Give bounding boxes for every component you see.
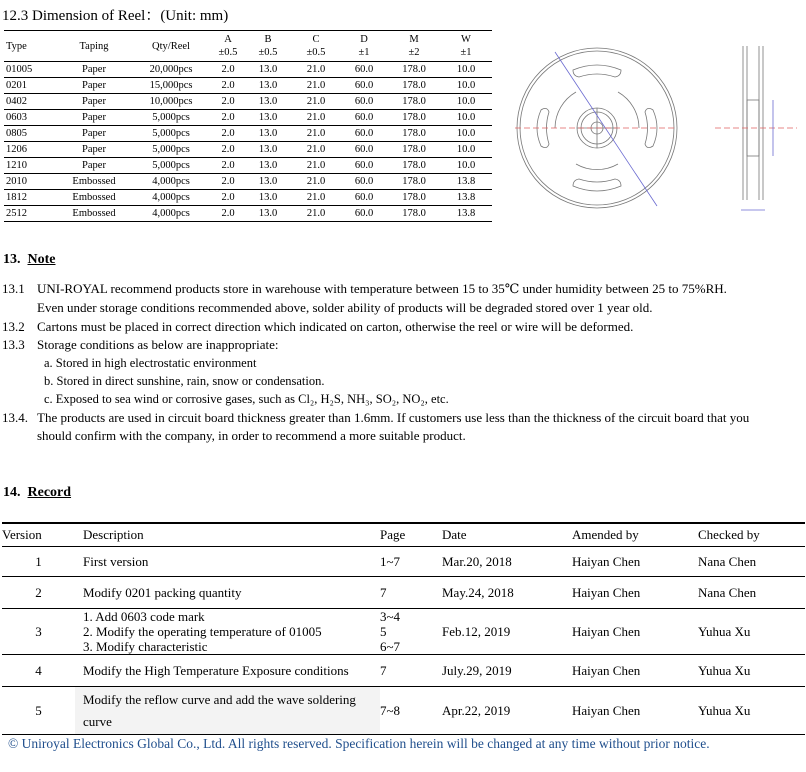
record-description-line: Modify 0201 packing quantity: [83, 585, 242, 600]
reel-cell: 13.0: [244, 78, 292, 94]
record-version: 2: [2, 577, 75, 609]
reel-col-header: [340, 31, 388, 62]
record-checked-by: Yuhua Xu: [698, 655, 805, 687]
reel-cell: 2.0: [212, 174, 244, 190]
reel-cell: 10.0: [440, 142, 492, 158]
reel-cell: 5,000pcs: [130, 158, 212, 174]
record-description: [75, 577, 380, 609]
reel-cell: 60.0: [340, 190, 388, 206]
reel-cell: 2.0: [212, 78, 244, 94]
reel-cell: 21.0: [292, 142, 340, 158]
reel-dimension-table: [4, 30, 492, 222]
reel-cell: 178.0: [388, 94, 440, 110]
record-date: Feb.12, 2019: [442, 609, 572, 655]
reel-col-header: [440, 31, 492, 62]
reel-col-header-label: Qty/Reel: [152, 40, 190, 52]
reel-cell: 5,000pcs: [130, 126, 212, 142]
reel-col-header: [388, 31, 440, 62]
reel-table-header-row: [4, 31, 492, 62]
record-description-line: Modify the High Temperature Exposure conditions: [83, 663, 349, 678]
reel-cell: 60.0: [340, 158, 388, 174]
reel-cell: Paper: [58, 158, 130, 174]
note-13-1-text2: Even under storage conditions recommended above, solder ability of products will be degraded stored over 1 year old.: [37, 300, 653, 315]
reel-cell: 178.0: [388, 78, 440, 94]
record-page: [380, 609, 442, 655]
record-page-line: 1~7: [380, 554, 401, 569]
reel-col-header-label: B: [264, 34, 272, 45]
note-13-3-label: 13.3: [2, 337, 25, 352]
reel-cell: 2.0: [212, 94, 244, 110]
reel-cell: 13.0: [244, 110, 292, 126]
record-checked-by: Nana Chen: [698, 547, 805, 577]
reel-col-header: [244, 31, 292, 62]
reel-side-view: [743, 46, 763, 200]
reel-cell: 2.0: [212, 62, 244, 78]
reel-cell: 1210: [4, 158, 58, 174]
reel-cell: 2.0: [212, 190, 244, 206]
reel-cell: 13.0: [244, 190, 292, 206]
reel-cell: 178.0: [388, 62, 440, 78]
reel-cell: Embossed: [58, 206, 130, 222]
reel-cell: 10.0: [440, 94, 492, 110]
revision-record-table: [2, 522, 805, 735]
reel-cell: 60.0: [340, 62, 388, 78]
reel-cell: 60.0: [340, 142, 388, 158]
reel-col-tolerance: ±0.5: [258, 47, 278, 58]
reel-cell: 10.0: [440, 78, 492, 94]
reel-col-tolerance: ±2: [408, 47, 420, 58]
record-description: [75, 609, 380, 655]
reel-cell: 60.0: [340, 174, 388, 190]
note-13-3-c: c. Exposed to sea wind or corrosive gases, such as Cl₂, H₂S, NH₃, SO₂, NO₂, etc.: [44, 392, 449, 406]
record-row: [2, 655, 805, 687]
reel-cell: 13.0: [244, 142, 292, 158]
record-version: 5: [2, 687, 75, 735]
record-page-line: 7: [380, 663, 387, 678]
record-amended-by: Haiyan Chen: [572, 577, 698, 609]
reel-cell: 4,000pcs: [130, 174, 212, 190]
section-12-3-title: 12.3 Dimension of Reel：(Unit: mm): [2, 8, 229, 24]
record-description: [75, 547, 380, 577]
reel-cell: Embossed: [58, 190, 130, 206]
note-13-3-b: b. Stored in direct sunshine, rain, snow or condensation.: [44, 374, 325, 388]
checked-header: Checked by: [698, 523, 805, 547]
reel-cell: 5,000pcs: [130, 142, 212, 158]
record-description-line: First version: [83, 554, 149, 569]
reel-cell: 10.0: [440, 126, 492, 142]
reel-cell: 10.0: [440, 158, 492, 174]
reel-cell: 60.0: [340, 78, 388, 94]
record-date: Mar.20, 2018: [442, 547, 572, 577]
date-header: Date: [442, 523, 572, 547]
reel-cell: Paper: [58, 62, 130, 78]
reel-cell: 178.0: [388, 110, 440, 126]
reel-col-header-label: C: [312, 34, 320, 45]
reel-cell: 13.0: [244, 94, 292, 110]
record-date: May.24, 2018: [442, 577, 572, 609]
record-checked-by: Nana Chen: [698, 577, 805, 609]
record-page-line: 7~8: [380, 703, 401, 718]
record-table-body: [2, 547, 805, 735]
amended-header: Amended by: [572, 523, 698, 547]
reel-cell: 1206: [4, 142, 58, 158]
reel-col-header: [212, 31, 244, 62]
record-page: [380, 655, 442, 687]
reel-cell: 15,000pcs: [130, 78, 212, 94]
reel-cell: 5,000pcs: [130, 110, 212, 126]
reel-cell: 2512: [4, 206, 58, 222]
record-description-line: 1. Add 0603 code mark: [83, 609, 205, 624]
reel-cell: Embossed: [58, 174, 130, 190]
reel-cell: 21.0: [292, 126, 340, 142]
reel-table-row: [4, 94, 492, 110]
reel-cell: 21.0: [292, 206, 340, 222]
note-13-4-text2: should confirm with the company, in order to recommend a more suitable product.: [37, 428, 466, 443]
reel-cell: 60.0: [340, 94, 388, 110]
reel-cell: 20,000pcs: [130, 62, 212, 78]
reel-col-header: [130, 31, 212, 62]
page-header: Page: [380, 523, 442, 547]
reel-cell: Paper: [58, 126, 130, 142]
reel-cell: Paper: [58, 142, 130, 158]
reel-cell: 10.0: [440, 62, 492, 78]
reel-cell: Paper: [58, 94, 130, 110]
record-row: [2, 609, 805, 655]
record-description-line: 3. Modify characteristic: [83, 639, 208, 654]
reel-cell: 21.0: [292, 110, 340, 126]
reel-cell: Paper: [58, 78, 130, 94]
reel-col-header: [58, 31, 130, 62]
note-13-4-label: 13.4.: [2, 410, 28, 425]
reel-cell: Paper: [58, 110, 130, 126]
version-header: Version: [2, 523, 75, 547]
record-version: 4: [2, 655, 75, 687]
reel-cell: 60.0: [340, 126, 388, 142]
reel-col-tolerance: ±0.5: [306, 47, 326, 58]
description-header: Description: [75, 523, 380, 547]
record-description-line: 2. Modify the operating temperature of 01005: [83, 624, 322, 639]
record-date: Apr.22, 2019: [442, 687, 572, 735]
reel-col-header-label: W: [461, 34, 471, 45]
reel-cell: 13.0: [244, 174, 292, 190]
record-page-line: 3~4: [380, 609, 401, 624]
reel-cell: 21.0: [292, 62, 340, 78]
reel-cell: 0402: [4, 94, 58, 110]
reel-cell: 01005: [4, 62, 58, 78]
record-date: July.29, 2019: [442, 655, 572, 687]
reel-cell: 2.0: [212, 206, 244, 222]
reel-cell: 2.0: [212, 110, 244, 126]
record-page-line: 6~7: [380, 639, 401, 654]
record-page: [380, 547, 442, 577]
reel-cell: 2010: [4, 174, 58, 190]
reel-table-row: [4, 110, 492, 126]
reel-cell: 60.0: [340, 110, 388, 126]
reel-table-body: [4, 62, 492, 222]
record-title: Record: [27, 485, 72, 500]
reel-cell: 178.0: [388, 126, 440, 142]
reel-col-header-label: D: [360, 34, 368, 45]
record-page-line: 7: [380, 585, 387, 600]
record-amended-by: Haiyan Chen: [572, 687, 698, 735]
reel-cell: 13.0: [244, 158, 292, 174]
reel-cell: 2.0: [212, 142, 244, 158]
record-version: 3: [2, 609, 75, 655]
record-description: [75, 687, 380, 735]
note-13-1-label: 13.1: [2, 281, 25, 296]
reel-table-row: [4, 78, 492, 94]
record-description-line: Modify the reflow curve and add the wave soldering: [83, 691, 356, 707]
reel-cell: 21.0: [292, 158, 340, 174]
copyright-footer: © Uniroyal Electronics Global Co., Ltd. All rights reserved. Specification herein will be changed at any time without prior notice.: [8, 736, 710, 751]
record-amended-by: Haiyan Chen: [572, 547, 698, 577]
reel-cell: 10,000pcs: [130, 94, 212, 110]
reel-cell: 60.0: [340, 206, 388, 222]
section-13-heading: 13. Note: [3, 252, 56, 267]
record-amended-by: Haiyan Chen: [572, 609, 698, 655]
record-row: [2, 577, 805, 609]
reel-cell: 2.0: [212, 158, 244, 174]
reel-col-header-label: Type: [6, 40, 27, 52]
reel-drawing: [515, 40, 797, 216]
reel-cell: 21.0: [292, 78, 340, 94]
record-page: [380, 687, 442, 735]
reel-cell: 4,000pcs: [130, 206, 212, 222]
section-14-heading: 14. Record: [3, 485, 72, 500]
reel-cell: 21.0: [292, 174, 340, 190]
reel-table-row: [4, 62, 492, 78]
record-checked-by: Yuhua Xu: [698, 609, 805, 655]
note-13-2-label: 13.2: [2, 319, 25, 334]
reel-cell: 178.0: [388, 190, 440, 206]
reel-cell: 13.8: [440, 190, 492, 206]
reel-table-row: [4, 206, 492, 222]
reel-col-header-label: Taping: [79, 40, 109, 52]
reel-cell: 13.0: [244, 62, 292, 78]
reel-cell: 178.0: [388, 174, 440, 190]
reel-cell: 4,000pcs: [130, 190, 212, 206]
reel-cell: 13.0: [244, 126, 292, 142]
record-checked-by: Yuhua Xu: [698, 687, 805, 735]
reel-cell: 0603: [4, 110, 58, 126]
record-page-line: 5: [380, 624, 387, 639]
record-description-line: curve: [83, 713, 112, 729]
reel-cell: 21.0: [292, 190, 340, 206]
reel-col-header: [4, 31, 58, 62]
record-amended-by: Haiyan Chen: [572, 655, 698, 687]
record-version: 1: [2, 547, 75, 577]
reel-cell: 10.0: [440, 110, 492, 126]
reel-cell: 178.0: [388, 158, 440, 174]
reel-col-tolerance: ±1: [460, 47, 472, 58]
reel-cell: 1812: [4, 190, 58, 206]
reel-cell: 13.8: [440, 174, 492, 190]
reel-cell: 178.0: [388, 206, 440, 222]
record-row: [2, 547, 805, 577]
reel-cell: 21.0: [292, 94, 340, 110]
reel-cell: 13.0: [244, 206, 292, 222]
reel-cell: 0805: [4, 126, 58, 142]
reel-cell: 0201: [4, 78, 58, 94]
note-13-2-text: Cartons must be placed in correct direction which indicated on carton, otherwise the reel or wire will be deformed.: [37, 319, 634, 334]
reel-col-tolerance: ±0.5: [218, 47, 238, 58]
reel-table-row: [4, 142, 492, 158]
reel-table-row: [4, 158, 492, 174]
note-title: Note: [27, 252, 56, 267]
note-13-3-a: a. Stored in high electrostatic environment: [44, 356, 257, 370]
reel-col-header-label: M: [409, 34, 419, 45]
record-row: [2, 687, 805, 735]
reel-col-tolerance: ±1: [358, 47, 370, 58]
reel-table-row: [4, 174, 492, 190]
note-13-4-text: The products are used in circuit board thickness greater than 1.6mm. If customers use less than the thickness of the circuit board that you: [37, 410, 750, 425]
reel-table-row: [4, 190, 492, 206]
reel-col-header: [292, 31, 340, 62]
record-description: [75, 655, 380, 687]
reel-col-header-label: A: [224, 34, 232, 45]
reel-cell: 13.8: [440, 206, 492, 222]
record-header-row: [2, 523, 805, 547]
record-page: [380, 577, 442, 609]
note-13-1-text: UNI-ROYAL recommend products store in warehouse with temperature between 15 to 35℃ under humidity between 25 to 75%RH.: [37, 281, 727, 296]
reel-cell: 178.0: [388, 142, 440, 158]
reel-cell: 2.0: [212, 126, 244, 142]
reel-table-row: [4, 126, 492, 142]
note-13-3-text: Storage conditions as below are inappropriate:: [37, 337, 279, 352]
